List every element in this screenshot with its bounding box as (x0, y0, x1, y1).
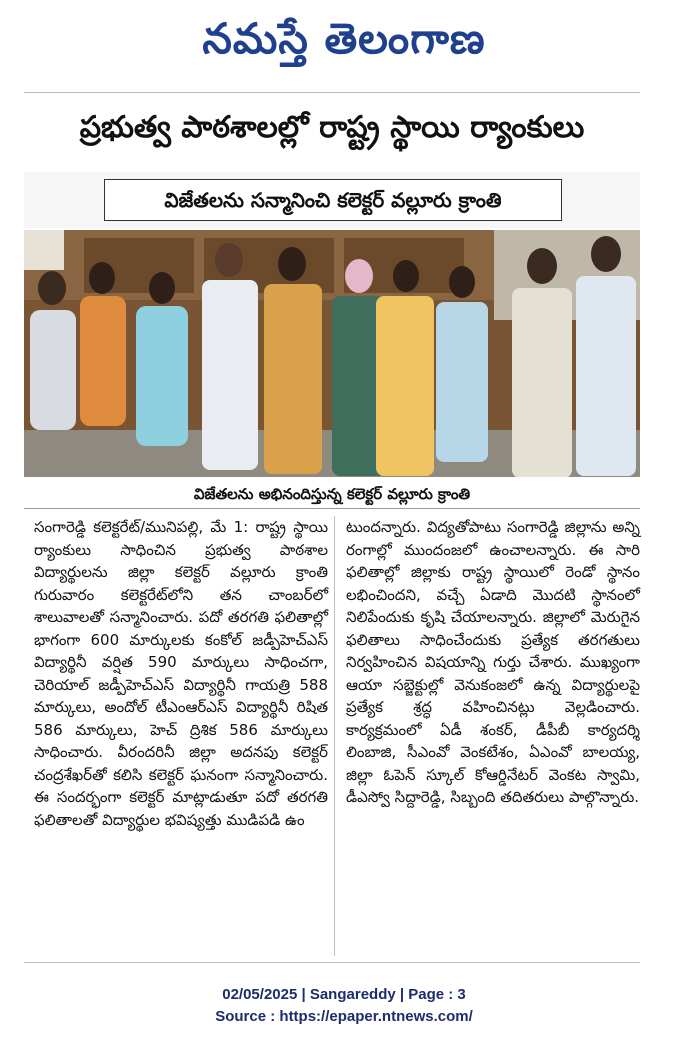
column-divider (334, 516, 335, 956)
group-photo-illustration (24, 230, 640, 477)
article-headline: ప్రభుత్వ పాఠశాలల్లో రాష్ట్ర స్థాయి ర్యాంకులు (79, 110, 585, 145)
photo-caption: విజేతలను అభినందిస్తున్న కలెక్టర్ వల్లూరు క్రాంతి (24, 480, 640, 509)
footer-divider (24, 962, 640, 963)
article-photo (24, 230, 640, 477)
article-body-column-right: టుందన్నారు. విద్యతోపాటు సంగారెడ్డి జిల్లాను అన్ని రంగాల్లో ముందంజలో ఉంచాలన్నారు. ఈ సారి ఫలితాల్లో జిల్లాకు రాష్ట్ర స్థాయిలో రెండో స్థానం లభించిందని, వచ్చే ఏడాది మొదటి స్థానంలో నిలిపేందుకు కృషి చేయాలన్నారు. జిల్లాలో మెరుగైన ఫలితాలు సాధించేందుకు ప్రత్యేక తరగతులు నిర్వహించిన విషయాన్ని గుర్తు చేశారు. ముఖ్యంగా ఆయా సబ్జెక్టుల్లో వెనుకంజలో ఉన్న విద్యార్థులపై ప్రత్యేక శ్రద్ధ వహించినట్లు వెల్లడించారు. కార్యక్రమంలో ఏడీ శంకర్, డీపీబీ కార్యదర్శి లింబాజి, సీఎంవో వెంకటేశం, ఏఎంవో బాలయ్య, జిల్లా ఓపెన్ స్కూల్ కోఆర్డినేటర్ వెంకట స్వామి, డీఎస్వో సిద్దారెడ్డి, సిబ్బంది తదితరులు పాల్గొన్నారు. (346, 518, 640, 806)
edition-info: 02/05/2025 | Sangareddy | Page : 3 (222, 986, 466, 1003)
page-footer (0, 984, 688, 1028)
newspaper-logo: నమస్తే తెలంగాణ (202, 14, 486, 63)
source-link[interactable]: Source : https://epaper.ntnews.com/ (215, 1008, 473, 1025)
article-body (24, 516, 640, 956)
article-subheadline: విజేతలను సన్మానించి కలెక్టర్ వల్లూరు క్రాంతి (104, 179, 562, 221)
masthead-divider (24, 92, 640, 93)
article-body-column-left: సంగారెడ్డి కలెక్టరేట్/మునిపల్లి, మే 1: రాష్ట్ర స్థాయి ర్యాంకులు సాధించిన ప్రభుత్వ పాఠశాల విద్యార్థులను జిల్లా కలెక్టర్ వల్లూరు క్రాంతి గురువారం కలెక్టరేట్‌లోని తన చాంబర్‌లో శాలువాలతో సన్మానించారు. పదో తరగతి ఫలితాల్లో భాగంగా 600 మార్కులకు కంకోల్ జడ్పీహెచ్ఎస్ విద్యార్థినీ వర్షిత 590 మార్కులు సాధించగా, చెరియాల్ జడ్పీహెచ్ఎస్ విద్యార్థినీ గాయత్రి 588 మార్కులు, అందోల్ టీఎంఆర్ఎస్ విద్యార్థినీ రిషిత 586 మార్కులు, హెచ్ ద్రిశిక 586 మార్కులు సాధించారు. వీరందరినీ జిల్లా అదనపు కలెక్టర్ చంద్రశేఖర్‌తో కలిసి కలెక్టర్ ఘనంగా సన్మానించారు. ఈ సందర్భంగా కలెక్టర్ మాట్లాడుతూ పదో తరగతి ఫలితాలతో విద్యార్థుల భవిష్యత్తు ముడిపడి ఉం (34, 518, 328, 829)
masthead (0, 0, 688, 88)
